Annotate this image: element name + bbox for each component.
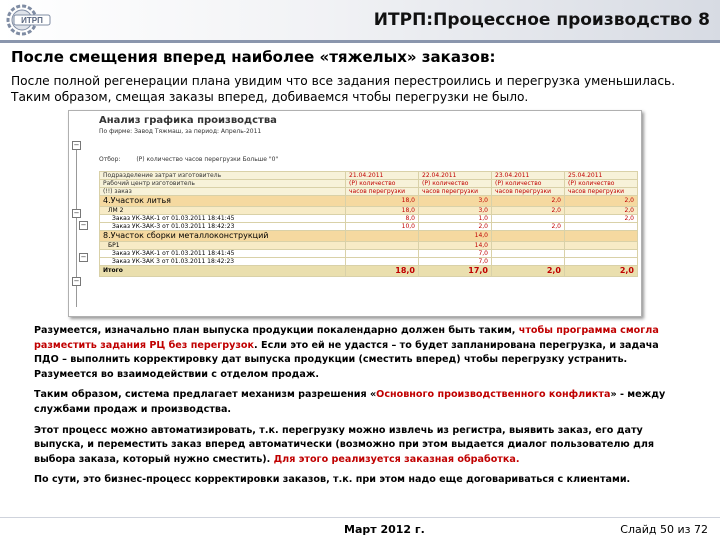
section-heading: После смещения вперед наиболее «тяжелых» заказов:: [11, 48, 496, 66]
header-date-cell: 22.04.2011: [419, 172, 492, 180]
report-subgroup-row[interactable]: [100, 242, 638, 250]
overload-hours-cell: 14,0: [419, 231, 492, 242]
report-filter: [99, 156, 278, 163]
header-date-cell: часов перегрузки: [492, 188, 565, 196]
body-text: [34, 324, 684, 494]
overload-hours-cell: 2,0: [492, 207, 565, 215]
row-label-cell: Заказ УК-ЗАК-3 от 01.03.2011 18:42:23: [100, 223, 346, 231]
overload-hours-cell: [565, 250, 638, 258]
report-order-row[interactable]: [100, 215, 638, 223]
logo-text: ИТРП: [21, 16, 43, 25]
report-header-row: [100, 180, 638, 188]
collapse-toggle-icon[interactable]: −: [80, 221, 87, 229]
overload-hours-cell: [565, 242, 638, 250]
row-label-cell: БР1: [100, 242, 346, 250]
footer-date: Март 2012 г.: [344, 523, 425, 536]
overload-hours-cell: [346, 258, 419, 266]
header-date-cell: (Р) количество: [492, 180, 565, 188]
header-label-cell: (!!) заказ: [100, 188, 346, 196]
report-screenshot: [68, 110, 642, 317]
overload-hours-cell: [492, 258, 565, 266]
intro-text: [11, 73, 711, 105]
paragraph-2: Таким образом, система предлагает механизм разрешения «Основного производственного конфликта» - между службами продаж и производства.: [34, 389, 666, 415]
collapse-toggle-icon[interactable]: −: [73, 209, 80, 217]
overload-hours-cell: 10,0: [346, 223, 419, 231]
overload-hours-cell: 2,0: [492, 223, 565, 231]
overload-hours-cell: [346, 242, 419, 250]
header-date-cell: 25.04.2011: [565, 172, 638, 180]
report-group-row[interactable]: [100, 231, 638, 242]
collapse-toggle-icon[interactable]: −: [80, 253, 87, 261]
header-divider: [0, 40, 720, 43]
header-label-cell: Рабочий центр изготовитель: [100, 180, 346, 188]
slide-title: ИТРП:Процессное производство 8: [373, 10, 710, 30]
overload-hours-cell: 14,0: [419, 242, 492, 250]
overload-hours-cell: 18,0: [346, 207, 419, 215]
row-label-cell: Заказ УК-ЗАК 3 от 01.03.2011 18:42:23: [100, 258, 346, 266]
overload-hours-cell: 2,0: [565, 207, 638, 215]
report-order-row[interactable]: [100, 258, 638, 266]
overload-hours-cell: 2,0: [565, 266, 638, 277]
report-table: [99, 171, 638, 277]
report-header-row: [100, 172, 638, 180]
report-group-row[interactable]: [100, 196, 638, 207]
slide-counter: Слайд 50 из 72: [620, 523, 708, 536]
report-subtitle: По фирме: Завод Тяжмаш, за период: Апрель-2011: [99, 128, 262, 135]
overload-hours-cell: 3,0: [419, 196, 492, 207]
overload-hours-cell: 7,0: [419, 250, 492, 258]
overload-hours-cell: 18,0: [346, 196, 419, 207]
report-subgroup-row[interactable]: [100, 207, 638, 215]
itrp-logo: [6, 4, 52, 36]
overload-hours-cell: 2,0: [565, 215, 638, 223]
report-outline-tree: [71, 139, 91, 311]
overload-hours-cell: 3,0: [419, 207, 492, 215]
paragraph-4: По сути, это бизнес-процесс корректировки заказов, т.к. при этом надо еще договариваться с клиентами.: [34, 474, 631, 486]
collapse-toggle-icon[interactable]: −: [73, 277, 80, 285]
report-total-row[interactable]: [100, 266, 638, 277]
gear-logo-icon: [6, 4, 52, 36]
header-date-cell: часов перегрузки: [419, 188, 492, 196]
overload-hours-cell: 18,0: [346, 266, 419, 277]
report-order-row[interactable]: [100, 250, 638, 258]
intro-line-1: После полной регенерации плана увидим что все задания перестроились и перегрузка уменьшилась.: [11, 74, 676, 88]
overload-hours-cell: 2,0: [492, 196, 565, 207]
slide-header: [0, 0, 720, 40]
filter-value: (Р) количество часов перегрузки Больше "0": [136, 156, 279, 163]
overload-hours-cell: [492, 250, 565, 258]
header-date-cell: 21.04.2011: [346, 172, 419, 180]
overload-hours-cell: 8,0: [346, 215, 419, 223]
overload-hours-cell: 1,0: [419, 215, 492, 223]
collapse-toggle-icon[interactable]: −: [73, 141, 80, 149]
row-label-cell: Заказ УК-ЗАК-1 от 01.03.2011 18:41:45: [100, 215, 346, 223]
overload-hours-cell: [565, 231, 638, 242]
overload-hours-cell: 2,0: [419, 223, 492, 231]
overload-hours-cell: [492, 215, 565, 223]
row-label-cell: 8.Участок сборки металлоконструкций: [100, 231, 346, 242]
overload-hours-cell: 2,0: [565, 196, 638, 207]
overload-hours-cell: [492, 231, 565, 242]
header-date-cell: 23.04.2011: [492, 172, 565, 180]
overload-hours-cell: 17,0: [419, 266, 492, 277]
header-date-cell: (Р) количество: [565, 180, 638, 188]
header-date-cell: (Р) количество: [346, 180, 419, 188]
header-label-cell: Подразделение затрат изготовитель: [100, 172, 346, 180]
row-label-cell: 4.Участок литья: [100, 196, 346, 207]
report-header-row: [100, 188, 638, 196]
row-label-cell: ЛМ 2: [100, 207, 346, 215]
report-order-row[interactable]: [100, 223, 638, 231]
overload-hours-cell: [492, 242, 565, 250]
overload-hours-cell: [346, 250, 419, 258]
overload-hours-cell: 7,0: [419, 258, 492, 266]
paragraph-1: Разумеется, изначально план выпуска продукции покалендарно должен быть таким, чтобы программа смогла разместить задания РЦ без перегрузок. Если это ей не удастся – то будет запланирована перегрузка, и задача ПДО – выполнить корректировку дат выпуска продукции (сместить вперед) чтобы перегрузку устранить. Разумеется во взаимодействии с отделом продаж.: [34, 325, 659, 380]
header-date-cell: часов перегрузки: [565, 188, 638, 196]
overload-hours-cell: 2,0: [492, 266, 565, 277]
header-date-cell: (Р) количество: [419, 180, 492, 188]
row-label-cell: Заказ УК-ЗАК-1 от 01.03.2011 18:41:45: [100, 250, 346, 258]
overload-hours-cell: [565, 258, 638, 266]
overload-hours-cell: [565, 223, 638, 231]
report-title: Анализ графика производства: [99, 115, 277, 126]
header-date-cell: часов перегрузки: [346, 188, 419, 196]
footer-divider: [0, 517, 720, 518]
filter-label: Отбор:: [99, 156, 121, 163]
paragraph-3: Этот процесс можно автоматизировать, т.к. перегрузку можно извлечь из регистра, выявить заказ, его дату выпуска, и переместить заказ вперед автоматически (возможно при этом выдается диалог пользователю для выбора заказа, который нужно сместить). Для этого реализуется заказная обработка.: [34, 424, 655, 465]
row-label-cell: Итого: [100, 266, 346, 277]
overload-hours-cell: [346, 231, 419, 242]
intro-line-2: Таким образом, смещая заказы вперед, добиваемся чтобы перегрузки не было.: [11, 90, 529, 104]
